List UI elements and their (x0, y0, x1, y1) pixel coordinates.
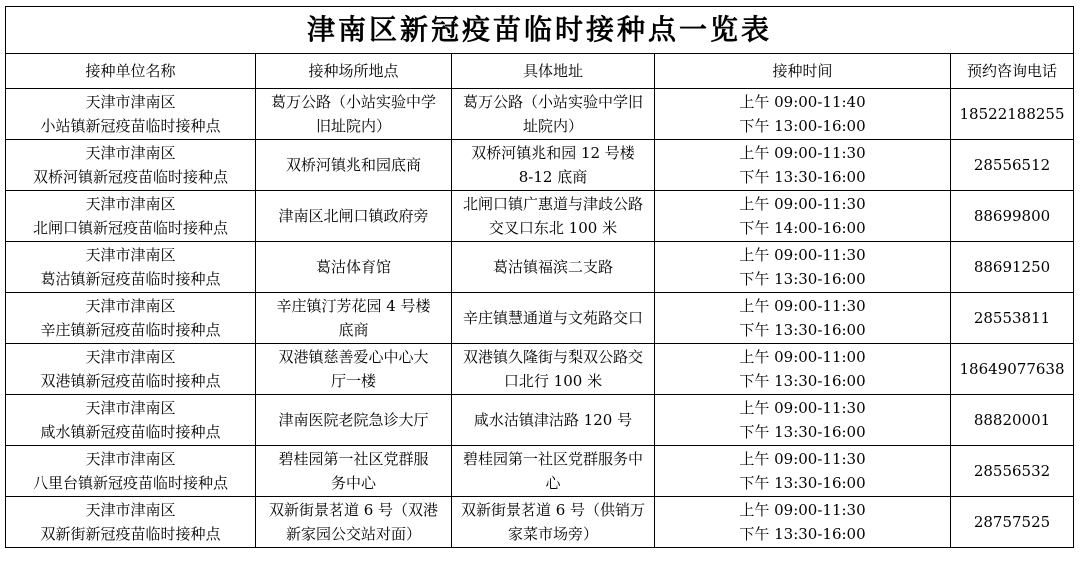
cell-unit (6, 446, 256, 497)
cell-time (655, 191, 951, 242)
cell-address-line: 葛沽镇福滨二支路 (492, 258, 613, 276)
cell-site-line: 葛万公路（小站实验中学 (270, 93, 436, 111)
cell-site-line: 津南区北闸口镇政府旁 (278, 207, 429, 225)
cell-unit-line: 双桥河镇新冠疫苗临时接种点 (32, 168, 228, 186)
cell-site (256, 242, 452, 293)
cell-address-line: 址院内） (522, 117, 583, 135)
cell-unit-line: 天津市津南区 (85, 450, 176, 468)
cell-time-line: 上午 09:00-11:30 (739, 246, 866, 264)
cell-unit (6, 344, 256, 395)
table-row (6, 446, 1074, 497)
cell-phone: 88820001 (951, 395, 1074, 446)
cell-site-line: 务中心 (330, 474, 376, 492)
cell-time-line: 下午 13:30-16:00 (739, 168, 866, 186)
cell-site (256, 140, 452, 191)
table-row (6, 293, 1074, 344)
cell-site-line: 底商 (338, 321, 369, 339)
cell-phone: 28553811 (951, 293, 1074, 344)
cell-address (452, 344, 655, 395)
cell-time-line: 下午 13:30-16:00 (739, 321, 866, 339)
cell-address-line: 碧桂园第一社区党群服务中 (462, 450, 643, 468)
cell-unit-line: 天津市津南区 (85, 144, 176, 162)
cell-site (256, 344, 452, 395)
cell-address-line: 北闸口镇广惠道与津歧公路 (462, 195, 643, 213)
cell-time (655, 446, 951, 497)
cell-phone: 28556512 (951, 140, 1074, 191)
cell-site-line: 双港镇慈善爱心中心大 (278, 348, 429, 366)
cell-unit-line: 辛庄镇新冠疫苗临时接种点 (40, 321, 221, 339)
cell-site-line: 旧址院内） (315, 117, 391, 135)
cell-time-line: 下午 13:30-16:00 (739, 372, 866, 390)
cell-time-line: 上午 09:00-11:30 (739, 501, 866, 519)
cell-unit (6, 293, 256, 344)
cell-time (655, 242, 951, 293)
cell-time (655, 395, 951, 446)
cell-unit (6, 191, 256, 242)
cell-time-line: 下午 14:00-16:00 (739, 219, 866, 237)
cell-time-line: 下午 13:30-16:00 (739, 474, 866, 492)
cell-address (452, 140, 655, 191)
table-row (6, 242, 1074, 293)
cell-site-line: 葛沽体育馆 (315, 258, 391, 276)
cell-address-line: 咸水沽镇津沽路 120 号 (473, 411, 633, 429)
cell-site-line: 双桥河镇兆和园底商 (285, 156, 421, 174)
cell-unit (6, 140, 256, 191)
cell-address-line: 双桥河镇兆和园 12 号楼 (471, 144, 635, 162)
cell-unit-line: 天津市津南区 (85, 348, 176, 366)
cell-phone: 88691250 (951, 242, 1074, 293)
cell-unit-line: 天津市津南区 (85, 195, 176, 213)
header-time: 接种时间 (655, 54, 951, 89)
table-row (6, 395, 1074, 446)
cell-site-line: 碧桂园第一社区党群服 (278, 450, 429, 468)
cell-unit (6, 89, 256, 140)
cell-unit-line: 咸水镇新冠疫苗临时接种点 (40, 423, 221, 441)
cell-address (452, 242, 655, 293)
cell-site (256, 395, 452, 446)
cell-phone: 28757525 (951, 497, 1074, 548)
cell-time (655, 293, 951, 344)
cell-time (655, 497, 951, 548)
cell-time-line: 下午 13:30-16:00 (739, 270, 866, 288)
cell-site (256, 293, 452, 344)
header-unit: 接种单位名称 (6, 54, 256, 89)
cell-site (256, 191, 452, 242)
cell-address-line: 家菜市场旁） (507, 525, 598, 543)
cell-unit-line: 天津市津南区 (85, 399, 176, 417)
cell-address-line: 口北行 100 米 (503, 372, 603, 390)
cell-unit-line: 双新街新冠疫苗临时接种点 (40, 525, 221, 543)
cell-address (452, 395, 655, 446)
cell-address-line: 心 (545, 474, 561, 492)
cell-address-line: 双新街景茗道 6 号（供销万 (460, 501, 646, 519)
cell-unit-line: 天津市津南区 (85, 501, 176, 519)
table-row (6, 140, 1074, 191)
cell-unit (6, 497, 256, 548)
table-body (6, 89, 1074, 548)
table-row (6, 497, 1074, 548)
cell-time-line: 下午 13:00-16:00 (739, 117, 866, 135)
cell-time-line: 上午 09:00-11:30 (739, 399, 866, 417)
cell-time-line: 上午 09:00-11:30 (739, 195, 866, 213)
cell-address (452, 191, 655, 242)
cell-unit-line: 北闸口镇新冠疫苗临时接种点 (32, 219, 228, 237)
cell-time (655, 89, 951, 140)
header-phone: 预约咨询电话 (951, 54, 1074, 89)
cell-time (655, 140, 951, 191)
cell-address-line: 辛庄镇慧通道与文苑路交口 (462, 309, 643, 327)
cell-time-line: 上午 09:00-11:40 (739, 93, 866, 111)
header-site: 接种场所地点 (256, 54, 452, 89)
cell-time-line: 下午 13:30-16:00 (739, 423, 866, 441)
cell-unit (6, 242, 256, 293)
header-address: 具体地址 (452, 54, 655, 89)
table-row (6, 344, 1074, 395)
cell-site (256, 497, 452, 548)
cell-time-line: 上午 09:00-11:30 (739, 297, 866, 315)
cell-address (452, 497, 655, 548)
table-row (6, 89, 1074, 140)
cell-unit-line: 天津市津南区 (85, 93, 176, 111)
cell-unit-line: 双港镇新冠疫苗临时接种点 (40, 372, 221, 390)
header-row (6, 54, 1074, 89)
cell-address-line: 双港镇久隆街与梨双公路交 (462, 348, 643, 366)
cell-unit (6, 395, 256, 446)
cell-phone: 88699800 (951, 191, 1074, 242)
cell-address (452, 89, 655, 140)
table-row (6, 191, 1074, 242)
cell-address (452, 446, 655, 497)
cell-phone: 18649077638 (951, 344, 1074, 395)
cell-site (256, 446, 452, 497)
cell-site (256, 89, 452, 140)
cell-time-line: 上午 09:00-11:30 (739, 144, 866, 162)
cell-unit-line: 八里台镇新冠疫苗临时接种点 (32, 474, 228, 492)
cell-address-line: 8-12 底商 (518, 168, 588, 186)
cell-site-line: 新家园公交站对面） (285, 525, 421, 543)
cell-address (452, 293, 655, 344)
cell-site-line: 津南医院老院急诊大厅 (278, 411, 429, 429)
cell-address-line: 交叉口东北 100 米 (488, 219, 618, 237)
cell-time-line: 上午 09:00-11:00 (739, 348, 866, 366)
cell-time-line: 上午 09:00-11:30 (739, 450, 866, 468)
cell-site-line: 辛庄镇汀芳花园 4 号楼 (276, 297, 431, 315)
cell-phone: 28556532 (951, 446, 1074, 497)
table-title: 津南区新冠疫苗临时接种点一览表 (6, 7, 1074, 54)
cell-site-line: 双新街景茗道 6 号（双港 (268, 501, 439, 519)
cell-unit-line: 天津市津南区 (85, 246, 176, 264)
cell-time-line: 下午 13:30-16:00 (739, 525, 866, 543)
cell-unit-line: 小站镇新冠疫苗临时接种点 (40, 117, 221, 135)
cell-address-line: 葛万公路（小站实验中学旧 (462, 93, 643, 111)
cell-unit-line: 葛沽镇新冠疫苗临时接种点 (40, 270, 221, 288)
vaccination-sites-sheet (5, 6, 1073, 557)
vaccination-sites-table (5, 6, 1074, 548)
cell-site-line: 厅一楼 (330, 372, 376, 390)
cell-time (655, 344, 951, 395)
cell-phone: 18522188255 (951, 89, 1074, 140)
cell-unit-line: 天津市津南区 (85, 297, 176, 315)
